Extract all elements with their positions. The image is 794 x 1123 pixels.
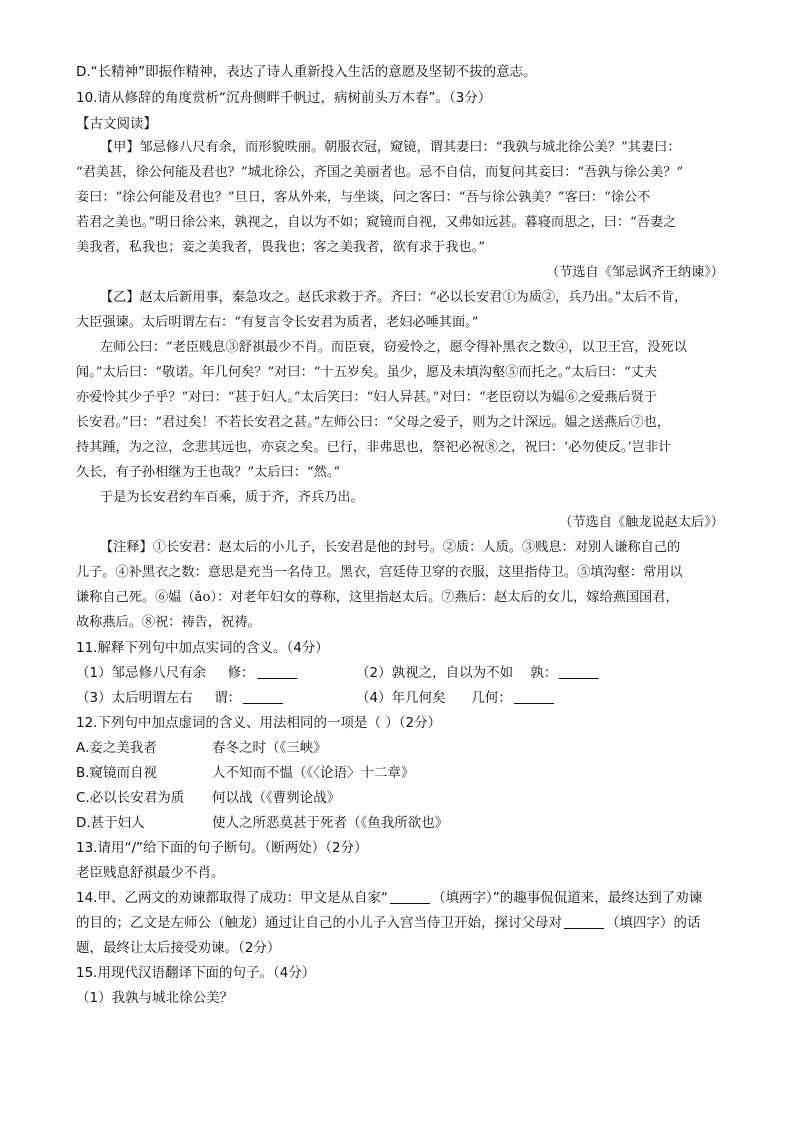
jia-line: 美我者，私我也；妾之美我者，畏我也；客之美我者，欲有求于我也。”	[76, 240, 485, 255]
jia-line: 【甲】邹忌修八尺有余，而形貌昳丽。朝服衣冠，窥镜，谓其妻曰：“我孰与城北徐公美？”其妻曰：	[100, 140, 681, 155]
q15-title: 15.用现代汉语翻译下面的句子。（4分）	[76, 965, 316, 981]
q14-line-2: 的目的；乙文是左师公（触龙）通过让自己的小儿子入宫当侍卫开始，探讨父母对 （填四字）的话	[76, 915, 701, 931]
q14-line-1: 14.甲、乙两文的劝谏都取得了成功：甲文是从自家“ （填两字）”的趣事侃侃道来，最终达到了劝谏	[76, 890, 703, 906]
q14-line-3: 题，最终让太后接受劝谏。（2分）	[76, 940, 281, 956]
jia-line: 妾曰：“徐公何能及君也？”旦日，客从外来，与坐谈，问之客曰：“吾与徐公孰美？”客曰：“徐公不	[76, 190, 651, 205]
q10-question: 10.请从修辞的角度赏析“沉舟侧畔千帆过，病树前头万木春”。（3分）	[76, 90, 492, 106]
yi-line: 于是为长安君约车百乘，质于齐，齐兵乃出。	[100, 490, 364, 505]
note-line: 故称燕后。⑧祝：祷告，祝祷。	[76, 615, 261, 630]
jia-source: （节选自《邹忌讽齐王纳谏》）	[545, 265, 724, 280]
answer-blank[interactable]	[514, 689, 554, 704]
q11-item-1: （1）邹忌修八尺有余 修：	[76, 663, 299, 683]
yi-line: 闻。”太后曰：“敬诺。年几何矣？”对曰：“十五岁矣。虽少，愿及未填沟壑⑤而托之。”太后曰：“丈夫	[76, 365, 658, 380]
answer-blank[interactable]	[564, 914, 604, 929]
yi-line: 【乙】赵太后新用事，秦急攻之。赵氏求救于齐。齐曰：“必以长安君①为质②，兵乃出。”太后不肯，	[100, 290, 688, 305]
yi-line: 大臣强谏。太后明谓左右：“有复言令长安君为质者，老妇必唾其面。”	[76, 315, 479, 330]
q9-option-d: D.“长精神”即振作精神，表达了诗人重新投入生活的意愿及坚韧不拔的意志。	[76, 64, 537, 80]
section-title: 【古文阅读】	[76, 116, 157, 132]
yi-line: 亦爱怜其少子乎？”对曰：“甚于妇人。”太后笑曰：“妇人异甚。”对曰：“老臣窃以为媪⑥之爱燕后贤于	[76, 390, 658, 405]
q13-sentence[interactable]: 老臣贱息舒祺最少不肖。	[76, 865, 225, 881]
q12-title: 12.下列句中加点虚词的含义、用法相同的一项是（ ）（2分）	[76, 715, 442, 731]
answer-blank[interactable]	[257, 664, 297, 679]
answer-blank[interactable]	[243, 689, 283, 704]
answer-blank[interactable]	[390, 889, 430, 904]
note-line: 【注释】①长安君：赵太后的小儿子，长安君是他的封号。②质：人质。③贱息：对别人谦称自己的	[100, 540, 681, 555]
q15-item-1: （1）我孰与城北徐公美？	[76, 990, 234, 1006]
q11-item-3: （3）太后明谓左右 谓：	[76, 688, 285, 708]
q11-item-4: （4）年几何矣 几何：	[356, 688, 556, 708]
yi-line: 久长，有子孙相继为王也哉？”太后曰：“然。”	[76, 465, 341, 480]
q11-title: 11.解释下列句中加点实词的含义。（4分）	[76, 640, 329, 656]
yi-line: 左师公曰：“老臣贱息③舒祺最少不肖。而臣衰，窃爱怜之，愿令得补黑衣之数④，以卫王宫，没死以	[100, 340, 687, 355]
answer-blank[interactable]	[559, 664, 599, 679]
yi-line: 持其踵，为之泣，念悲其远也，亦哀之矣。已行，非弗思也，祭祀必祝⑧之，祝曰：‘必勿使反。’岂非计	[76, 440, 672, 455]
q11-item-2: （2）孰视之，自以为不如 孰：	[356, 663, 601, 683]
yi-line: 长安君。”曰：“君过矣！不若长安君之甚。”左师公曰：“父母之爱子，则为之计深远。媪之送燕后⑦也，	[76, 415, 671, 430]
jia-line: “君美甚，徐公何能及君也？”城北徐公，齐国之美丽者也。忌不自信，而复问其妾曰：“吾孰与徐公美？”	[76, 165, 684, 180]
exam-page: D.“长精神”即振作精神，表达了诗人重新投入生活的意愿及坚韧不拔的意志。 10.请从修辞的角度赏析“沉舟侧畔千帆过，病树前头万木春”。（3分） 【古文阅读】 【甲】邹忌修八尺有余，而形貌昳丽。朝服衣冠，窥镜，谓其妻曰：“我孰与城北徐公美？”其妻曰： “君美甚，徐公何能及君也？”城北徐公，齐国之美丽者也。忌不自信，而复问其妾曰：“吾孰与徐公美？” 妾曰：“徐公何能及君也？”旦日，客从外来，与坐谈，问之客曰：“吾与徐公孰美？”客曰：“徐公不 若君之美也。”明日徐公来，孰视之，自以为不如；窥镜而自视，又弗如远甚。暮寝而思之，曰：“吾妻之 美我者，私我也；妾之美我者，畏我也；客之美我者，欲有求于我也。” （节选自《邹忌讽齐王纳谏》） 【乙】赵太后新用事，秦急攻之。赵氏求救于齐。齐曰：“必以长安君①为质②，兵乃出。”太后不肯， 大臣强谏。太后明谓左右：“有复言令长安君为质者，老妇必唾其面。” 左师公曰：“老臣贱息③舒祺最少不肖。而臣衰，窃爱怜之，愿令得补黑衣之数④，以卫王宫，没死以 闻。”太后曰：“敬诺。年几何矣？”对曰：“十五岁矣。虽少，愿及未填沟壑⑤而托之。”太后曰：“丈夫 亦爱怜其少子乎？”对曰：“甚于妇人。”太后笑曰：“妇人异甚。”对曰：“老臣窃以为媪⑥之爱燕后贤于 长安君。”曰：“君过矣！不若长安君之甚。”左师公曰：“父母之爱子，则为之计深远。媪之送燕后⑦也， 持其踵，为之泣，念悲其远也，亦哀之矣。已行，非弗思也，祭祀必祝⑧之，祝曰：‘必勿使反。’岂非计 久长，有子孙相继为王也哉？”太后曰：“然。” 于是为长安君约车百乘，质于齐，齐兵乃出。 （节选自《触龙说赵太后》） 【注释】①长安君：赵太后的小儿子，长安君是他的封号。②质：人质。③贱息：对别人谦称自己的 儿子。④补黑衣之数：意思是充当一名侍卫。黑衣，宫廷侍卫穿的衣服，这里指侍卫。⑤填沟壑：常用以 谦称自己死。⑥媪（ǎo）：对老年妇女的尊称，这里指赵太后。⑦燕后：赵太后的女儿，嫁给燕国国君， 故称燕后。⑧祝：祷告，祝祷。 11.解释下列句中加点实词的含义。（4分） （1）邹忌修八尺有余 修： （2）孰视之，自以为不如 孰： （3）太后明谓左右 谓： （4）年几何矣 几何： 12.下列句中加点虚词的含义、用法相同的一项是（ ）（2分） A.妾之美我者 春冬之时（《三峡》 B.窥镜而自视 人不知而不愠（《〈论语〉十二章》 C.必以长安君为质 何以战（《曹刿论战》 D.甚于妇人 使人之所恶莫甚于死者（《鱼我所欲也》 13.请用“/”给下面的句子断句。（断两处）（2分） 老臣贱息舒祺最少不肖。 14.甲、乙两文的劝谏都取得了成功：甲文是从自家“ （填两字）”的趣事侃侃道来，最终达到了劝谏 的目的；乙文是左师公（触龙）通过让自己的小儿子入宫当侍卫开始，探讨父母对 （填四字）的话 题，最终让太后接受劝谏。（2分） 15.用现代汉语翻译下面的句子。（4分） （1）我孰与城北徐公美？	[0, 0, 794, 1123]
yi-source: （节选自《触龙说赵太后》）	[559, 515, 724, 530]
note-line: 儿子。④补黑衣之数：意思是充当一名侍卫。黑衣，宫廷侍卫穿的衣服，这里指侍卫。⑤填沟壑：常用以	[76, 565, 683, 580]
q13-title: 13.请用“/”给下面的句子断句。（断两处）（2分）	[76, 840, 368, 856]
note-line: 谦称自己死。⑥媪（ǎo）：对老年妇女的尊称，这里指赵太后。⑦燕后：赵太后的女儿，嫁给燕国国君，	[76, 590, 679, 605]
jia-line: 若君之美也。”明日徐公来，孰视之，自以为不如；窥镜而自视，又弗如远甚。暮寝而思之，曰：“吾妻之	[76, 215, 677, 230]
